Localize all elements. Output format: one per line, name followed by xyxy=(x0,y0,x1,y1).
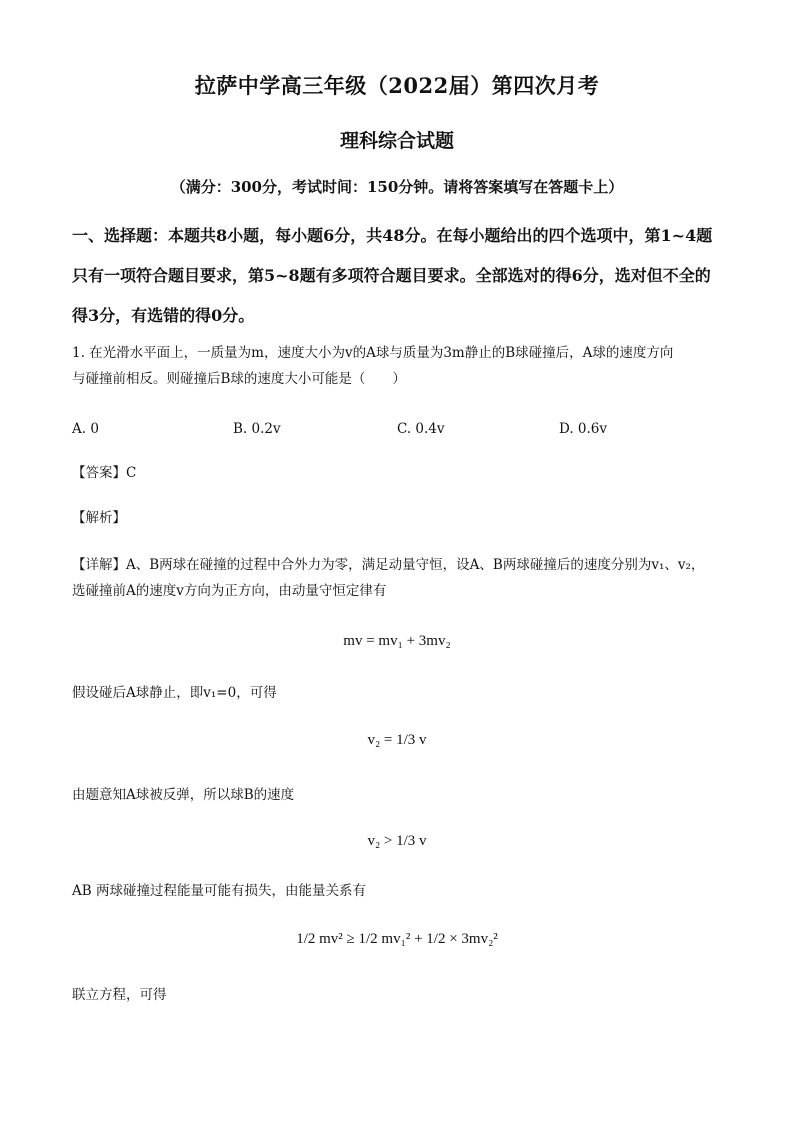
analysis-label: 【解析】 xyxy=(72,510,126,526)
answer-label: 【答案】C xyxy=(72,465,137,481)
option-b: B. 0.2v xyxy=(233,421,281,437)
text-combine: 联立方程，可得 xyxy=(72,987,167,1003)
section-line-1: 一、选择题：本题共8小题，每小题6分，共48分。在每小题给出的四个选项中，第1~4题 xyxy=(72,226,713,245)
analysis-detail xyxy=(72,552,732,604)
question-1 xyxy=(72,340,732,392)
equation-momentum: mv = mv₁ + 3mv₂ xyxy=(343,633,451,649)
exam-title: 拉萨中学高三年级（2022届）第四次月考 xyxy=(194,73,600,98)
equation-v2-greater: v₂ > 1/3 v xyxy=(367,833,427,849)
option-c: C. 0.4v xyxy=(397,421,445,437)
text-rebound: 由题意知A球被反弹，所以球B的速度 xyxy=(72,787,295,803)
text-assume: 假设碰后A球静止，即v₁=0，可得 xyxy=(72,685,277,701)
equation-v2-equal: v₂ = 1/3 v xyxy=(367,732,427,748)
section-instructions xyxy=(72,216,732,336)
equation-energy: 1/2 mv² ≥ 1/2 mv₁² + 1/2 × 3mv₂² xyxy=(296,931,498,947)
section-line-3: 得3分，有选错的得0分。 xyxy=(72,306,255,325)
option-d: D. 0.6v xyxy=(559,421,608,437)
option-a: A. 0 xyxy=(72,421,99,437)
exam-subtitle: 理科综合试题 xyxy=(339,130,454,152)
detail-line-2: 选碰撞前A的速度v方向为正方向，由动量守恒定律有 xyxy=(72,583,387,599)
section-line-2: 只有一项符合题目要求，第5~8题有多项符合题目要求。全部选对的得6分，选对但不全的 xyxy=(72,266,711,285)
question-line-2: 与碰撞前相反。则碰撞后B球的速度大小可能是（ ） xyxy=(72,371,406,387)
exam-note: （满分：300分，考试时间：150分钟。请将答案填写在答题卡上） xyxy=(170,178,624,196)
detail-line-1: 【详解】A、B两球在碰撞的过程中合外力为零，满足动量守恒，设A、B两球碰撞后的速度分别为v₁、v₂， xyxy=(72,557,705,573)
question-line-1: 1. 在光滑水平面上，一质量为m，速度大小为v的A球与质量为3m静止的B球碰撞后，A球的速度方向 xyxy=(72,345,674,361)
text-energy: AB 两球碰撞过程能量可能有损失，由能量关系有 xyxy=(72,883,366,899)
